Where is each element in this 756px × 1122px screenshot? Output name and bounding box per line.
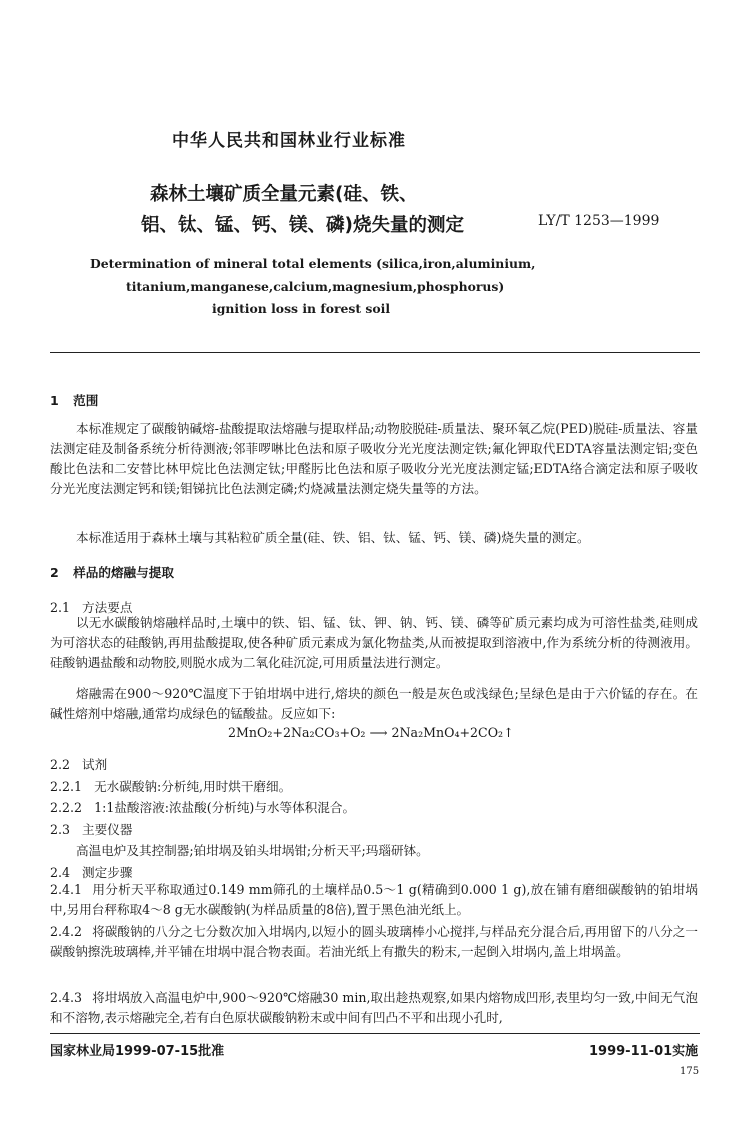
title-line-2: 铝、钛、锰、钙、镁、磷)烧失量的测定: [141, 215, 464, 236]
section-1-paragraph-1: 本标准规定了碳酸钠碱熔-盐酸提取法熔融与提取样品;动物胶脱硅-质量法、聚环氧乙烷(PED)脱硅-质量法、容量法测定硅及制备系统分析待测液;邻菲啰啉比色法和原子吸收分光光度法测定铁;氟化钾取代EDTA容量法测定铝;变色酸比色法和二安替比林甲烷比色法测定钛;甲醛肟比色法和原子吸收分光光度法测定锰;EDTA络合滴定法和原子吸收分光光度法测定钙和镁;钼锑抗比色法测定磷;灼烧减量法测定烧失量等的方法。: [50, 421, 698, 496]
subsection-title: 方法要点: [82, 600, 133, 615]
subsection-2-1-paragraph-2: 熔融需在900～920℃温度下于铂坩埚中进行,熔块的颜色一般是灰色或浅绿色;呈绿色是由于六价锰的存在。在碱性熔剂中熔融,通常均成绿色的锰酸盐。反应如下:: [50, 686, 698, 721]
subsection-number: 2.1: [50, 600, 71, 615]
item-number: 2.4.2: [50, 924, 83, 939]
subsection-title: 主要仪器: [82, 822, 133, 837]
item-2-2-1: [50, 776, 291, 795]
section-title: 样品的熔融与提取: [73, 565, 174, 580]
approval-note: 国家林业局1999-07-15批准: [50, 1044, 225, 1059]
subsection-2-3-heading: [50, 819, 132, 838]
subsection-title: 测定步骤: [82, 865, 133, 880]
page-number: 175: [680, 1066, 700, 1077]
item-2-4-3: [50, 988, 698, 1028]
subsection-2-2-heading: [50, 754, 107, 773]
item-text: 1:1盐酸溶液:浓盐酸(分析纯)与水等体积混合。: [94, 800, 356, 815]
item-number: 2.2.2: [50, 800, 83, 815]
header-divider: [50, 352, 700, 353]
subsection-2-4-heading: [50, 862, 132, 881]
english-title-line-1: Determination of mineral total elements (silica,iron,aluminium,: [90, 256, 536, 271]
section-2-heading: [50, 562, 174, 581]
section-1-paragraph-2: 本标准适用于森林土壤与其粘粒矿质全量(硅、铁、铝、钛、锰、钙、镁、磷)烧失量的测定。: [76, 530, 590, 545]
item-text: 无水碳酸钠:分析纯,用时烘干磨细。: [94, 779, 292, 794]
standard-code: LY/T 1253—1999: [538, 213, 660, 229]
subsection-title: 试剂: [82, 757, 108, 772]
subsection-number: 2.4: [50, 865, 71, 880]
item-text: 用分析天平称取通过0.149 mm筛孔的土壤样品0.5～1 g(精确到0.000 1 g),放在铺有磨细碳酸钠的铂坩埚中,另用台秤称取4～8 g无水碳酸钠(为样品质量的8倍),置于黑色油光纸上。: [50, 882, 698, 917]
subsection-number: 2.2: [50, 757, 71, 772]
section-number: 1: [50, 393, 59, 408]
item-text: 将碳酸钠的八分之七分数次加入坩埚内,以短小的圆头玻璃棒小心搅拌,与样品充分混合后,再用留下的八分之一碳酸钠擦洗玻璃棒,并平铺在坩埚中混合物表面。若油光纸上有撒失的粉末,一起倒入坩埚内,盖上坩埚盖。: [50, 924, 698, 959]
section-1-heading: [50, 390, 98, 409]
subsection-2-3-text: 高温电炉及其控制器;铂坩埚及铂头坩埚钳;分析天平;玛瑙研钵。: [76, 843, 429, 858]
item-2-4-2: [50, 922, 698, 962]
section-title: 范围: [73, 393, 99, 408]
item-number: 2.2.1: [50, 779, 83, 794]
section-number: 2: [50, 565, 59, 580]
english-title-line-3: ignition loss in forest soil: [212, 301, 391, 316]
english-title-line-2: titanium,manganese,calcium,magnesium,phosphorus): [126, 279, 505, 294]
item-2-2-2: [50, 797, 355, 816]
item-number: 2.4.3: [50, 990, 83, 1005]
item-2-4-1: [50, 880, 698, 920]
subsection-2-1-paragraph-1: 以无水碳酸钠熔融样品时,土壤中的铁、铝、锰、钛、钾、钠、钙、镁、磷等矿质元素均成为可溶性盐类,硅则成为可溶状态的硅酸钠,再用盐酸提取,使各种矿质元素成为氯化物盐类,从而被提取到溶液中,作为系统分析的待测液用。硅酸钠遇盐酸和动物胶,则脱水成为二氧化硅沉淀,可用质量法进行测定。: [50, 615, 698, 670]
reaction-equation: 2MnO₂+2Na₂CO₃+O₂ ⟶ 2Na₂MnO₄+2CO₂↑: [228, 725, 514, 740]
footer-divider: [50, 1033, 700, 1034]
item-text: 将坩埚放入高温电炉中,900～920℃熔融30 min,取出趁热观察,如果内熔物成凹形,表里均匀一致,中间无气泡和不溶物,表示熔融完全,若有白色原状碳酸钠粉末或中间有凹凸不平和出现小孔时,: [50, 990, 698, 1025]
org-title: 中华人民共和国林业行业标准: [172, 131, 406, 151]
subsection-number: 2.3: [50, 822, 71, 837]
title-line-1: 森林土壤矿质全量元素(硅、铁、: [150, 184, 418, 205]
implementation-note: 1999-11-01实施: [589, 1044, 699, 1059]
item-number: 2.4.1: [50, 882, 83, 897]
